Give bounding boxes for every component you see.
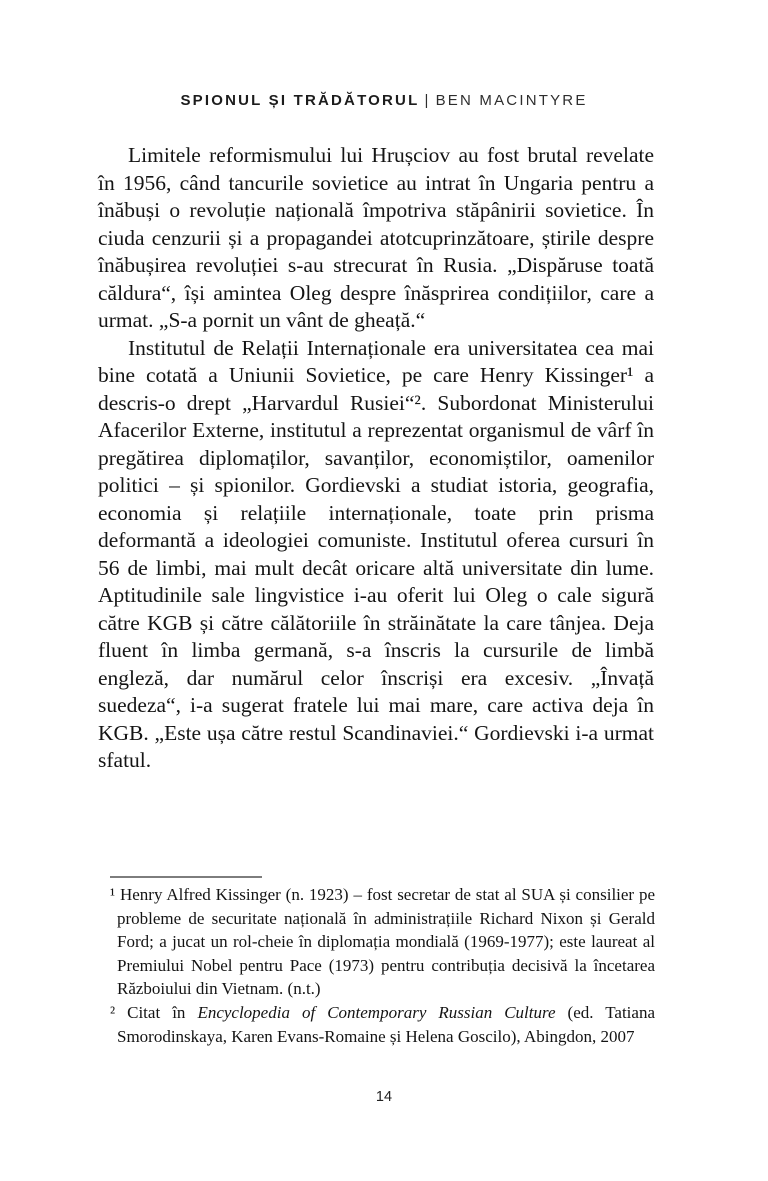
footnote-2-prefix: Citat în — [127, 1002, 198, 1022]
footnote-2 — [110, 1001, 655, 1048]
header-separator: | — [424, 92, 431, 109]
book-title: SPIONUL ȘI TRĂDĂTORUL — [180, 92, 420, 109]
paragraph-1: Limitele reformismului lui Hrușciov au fost brutal revelate în 1956, când tancurile sovietice au intrat în Ungaria pentru a înăbuși o revoluție națională împotriva stăpânirii sovietice. În ciuda cenzurii și a propagandei atotcuprinzătoare, știrile despre înăbușirea revoluției s-au strecurat în Rusia. „Dispăruse toată căldura“, își amintea Oleg despre înăsprirea condițiilor, care a urmat. „S-a pornit un vânt de gheață.“ — [98, 143, 654, 332]
author-name: BEN MACINTYRE — [435, 92, 588, 109]
footnote-separator-rule — [110, 876, 262, 878]
footnote-2-suffix: (ed. Tatiana Smorodinskaya, Karen Evans-Romaine și Helena Goscilo), Abingdon, 2007 — [117, 1002, 656, 1046]
footnote-2-marker: ² — [110, 1002, 116, 1022]
footnote-1-marker: ¹ — [110, 885, 116, 904]
footnote-1 — [110, 883, 655, 1001]
paragraph-2: Institutul de Relații Internaționale era universitatea cea mai bine cotată a Uniunii Sovietice, pe care Henry Kissinger¹ a descris-o drept „Harvardul Rusiei“². Subordonat Ministerului Afacerilor Externe, institutul a reprezentat organismul de vârf în pregătirea diplomaților, savanților, economiștilor, oamenilor politici – și spionilor. Gordievski a studiat istoria, geografia, economia și relațiile internaționale, toate prin prisma deformantă a ideologiei comuniste. Institutul oferea cursuri în 56 de limbi, mai mult decât oricare altă universitate din lume. Aptitudinile sale lingvistice i-au oferit lui Oleg o cale sigură către KGB și către călătoriile în străinătate la care tânjea. Deja fluent în limba germană, s-a înscris la cursurile de limbă engleză, dar numărul celor înscriși era excesiv. „Învață suedeza“, i-a sugerat fratele lui mai mare, care activa deja în KGB. „Este ușa către restul Scandinaviei.“ Gordievski i-a urmat sfatul. — [98, 335, 654, 772]
footnote-1-text: Henry Alfred Kissinger (n. 1923) – fost secretar de stat al SUA și consilier pe probleme de securitate națională în administrațiile Richard Nixon și Gerald Ford; a jucat un rol-cheie în diplomația mondială (1969-1977); este laureat al Premiului Nobel pentru Pace (1973) pentru contribuția decisivă la încetarea Războiului din Vietnam. (n.t.) — [117, 885, 656, 999]
running-header — [0, 92, 768, 109]
body-text — [98, 142, 654, 775]
page-number: 14 — [375, 1089, 393, 1105]
footnote-2-cited-title: Encyclopedia of Contemporary Russian Culture — [197, 1002, 556, 1022]
footnotes — [110, 883, 655, 1048]
